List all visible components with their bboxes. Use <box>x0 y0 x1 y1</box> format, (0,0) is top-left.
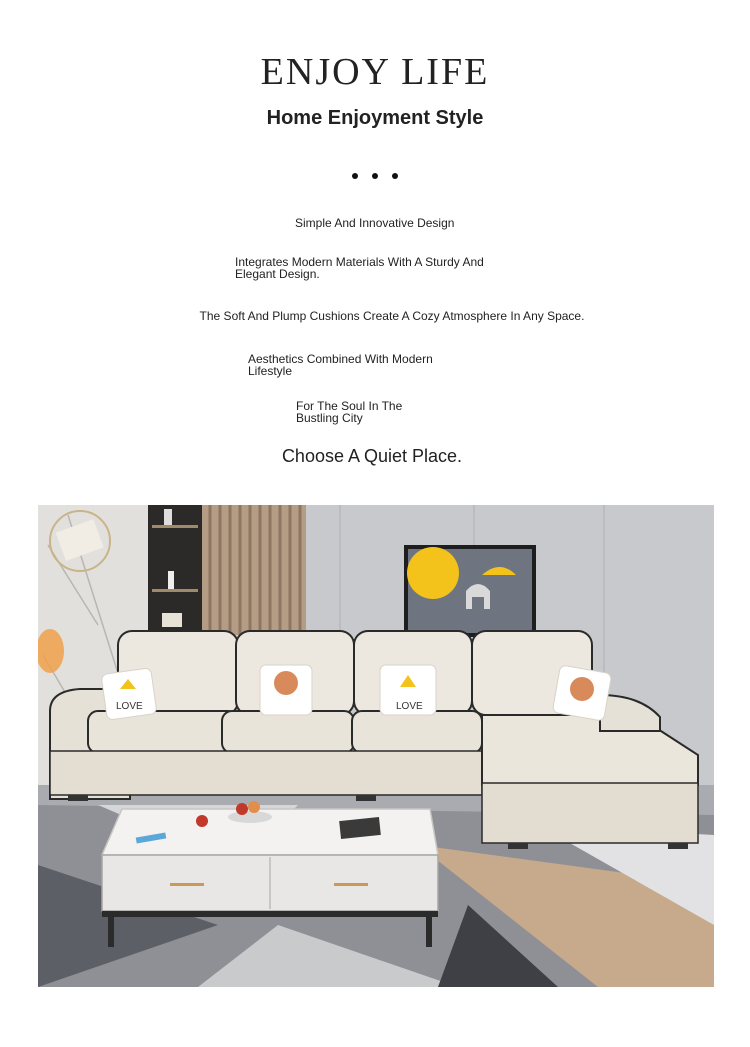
copy-line-materials: Integrates Modern Materials With A Sturdy And Elegant Design. <box>235 255 484 281</box>
wall-painting <box>404 545 536 637</box>
vase <box>168 571 174 589</box>
dot-icon <box>352 173 358 179</box>
page-title: ENJOY LIFE <box>260 51 490 93</box>
copy-line-aesthetics: Aesthetics Combined With Modern Lifestyle <box>248 352 433 378</box>
dots-divider <box>0 173 750 179</box>
sofa-illustration <box>38 505 714 987</box>
pillow-text: LOVE <box>396 701 423 712</box>
dot-icon <box>392 173 398 179</box>
shelf-board <box>152 525 198 528</box>
sofa-product-photo <box>38 505 714 987</box>
frame <box>162 613 182 627</box>
pillow-text: LOVE <box>116 701 143 712</box>
closing-line: Choose A Quiet Place. <box>281 446 463 466</box>
shelf-board <box>152 589 198 592</box>
dot-icon <box>372 173 378 179</box>
copy-line-soul: For The Soul In The Bustling City <box>296 399 403 425</box>
deer-ornament <box>164 509 172 525</box>
page-subtitle: Home Enjoyment Style <box>266 107 484 129</box>
copy-line-cushions: The Soft And Plump Cushions Create A Cozy Atmosphere In Any Space. <box>199 309 585 323</box>
copy-line-design: Simple And Innovative Design <box>295 216 455 230</box>
slat-panel <box>202 505 306 635</box>
